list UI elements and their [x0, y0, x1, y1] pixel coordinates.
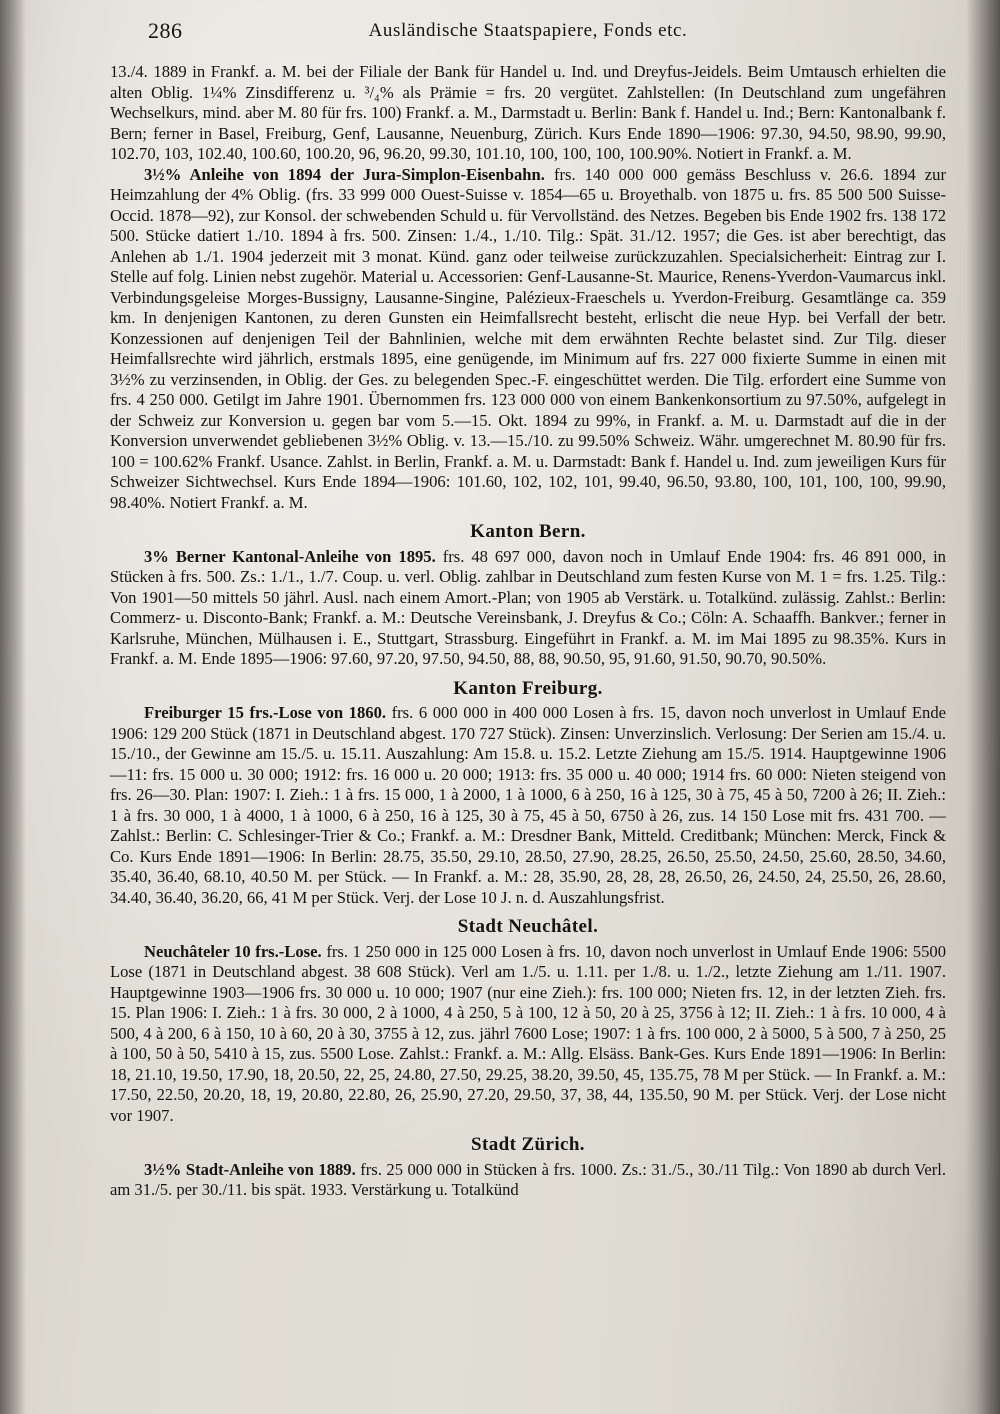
- section-heading-stadt-zuerich: Stadt Zürich.: [471, 1134, 585, 1155]
- entry-jura-simplon: [110, 165, 946, 514]
- entry-lead-neuchateler: Neuchâteler 10 frs.-Lose.: [144, 941, 322, 961]
- entry-lead-berner: 3% Berner Kantonal-Anleihe von 1895.: [144, 546, 436, 566]
- entry-lead-jura-simplon: 3½% Anleihe von 1894 der Jura-Simplon-Eisenbahn.: [144, 164, 545, 184]
- running-head: Ausländische Staatspapiere, Fonds etc.: [368, 20, 688, 41]
- page-sheet: [28, 0, 968, 1414]
- entry-berner-kantonal-anleihe: [110, 547, 946, 670]
- entry-body-berner: frs. 48 697 000, davon noch in Umlauf Ende 1904: frs. 46 891 000, in Stücken à frs. 500. Zs.: 1./1., 1./7. Coup. u. verl. Oblig. zahlbar in Deutschland zum festen Kurse von M. 1 = frs. 1.25. Tilg.: Von 1901—50 mittels 50 jährl. Ausl. nach einem Amort.-Plan; von 1905 ab Verstärk. u. Totalkünd. zulässig. Zahlst.: Berlin: Commerz- u. Disconto-Bank; Frankf. a. M.: Deutsche Vereinsbank, J. Dreyfus & Co.; Cöln: A. Schaaffh. Bankver.; ferner in Karlsruhe, München, Mülhausen i. E., Stuttgart, Strassburg. Eingeführt in Frankf. a. M. im Mai 1895 zu 98.35%. Kurs in Frankf. a. M. Ende 1895—1906: 97.60, 97.20, 97.50, 94.50, 88, 88, 90.50, 95, 91.60, 91.50, 90.70, 90.50%.: [110, 546, 946, 668]
- section-heading-kanton-freiburg: Kanton Freiburg.: [453, 677, 603, 699]
- entry-body-zuerich: frs. 25 000 000 in Stücken à frs. 1000. Zs.: 31./5., 30./11 Tilg.: Von 1890 ab durch Verl. am 31./5. per 30./11. bis spät. 1933. Verstärkung u. Totalkünd: [110, 1159, 946, 1199]
- entry-lead-freiburger: Freiburger 15 frs.-Lose von 1860.: [144, 703, 387, 722]
- entry-neuchateler-lose: [110, 942, 946, 1127]
- entry-freiburger-lose: [110, 703, 946, 908]
- section-heading-kanton-bern: Kanton Bern.: [470, 521, 586, 542]
- page-body: [110, 62, 946, 1201]
- page-header: [110, 18, 946, 48]
- entry-body-neuchateler: frs. 1 250 000 in 125 000 Losen à frs. 10, davon noch unverlost in Umlauf Ende 1906: 5500 Lose (1871 in Deutschland abgest. 38 608 Stück). Verl am 1./5. u. 1.11. per 1./8. u. 1./2., letzte Ziehung am 1./11. 1907. Hauptgewinne 1903—1906 frs. 30 000 u. 10 000; 1907 (nur eine Zieh.): frs. 100 000; Nieten frs. 12, in der letzten Zieh. frs. 15. Plan 1906: I. Zieh.: 1 à frs. 30 000, 2 à 1000, 4 à 250, 5 à 100, 12 à 50, 20 à 25, 3756 à 12; II. Zieh.: 1 à frs. 10 000, 4 à 500, 4 à 200, 6 à 150, 10 à 60, 20 à 30, 3755 à 12, zus. jährl 7600 Lose; 1907: 1 à frs. 100 000, 2 à 5000, 5 à 500, 7 à 250, 25 à 100, 50 à 50, 5410 à 15, zus. 5500 Lose. Zahlst.: Frankf. a. M.: Allg. Elsäss. Bank-Ges. Kurs Ende 1891—1906: In Berlin: 18, 21.10, 19.50, 17.90, 18, 20.50, 22, 25, 24.80, 27.50, 29.25, 38.20, 39.50, 45, 135.75, 78 M per Stück. — In Frankf. a. M.: 17.50, 22.50, 20.20, 18, 19, 20.80, 22.80, 26, 25.90, 27.20, 29.50, 37, 38, 44, 135.50, 90 M. per Stück. Verj. der Lose nicht vor 1907.: [110, 941, 946, 1125]
- entry-lead-zuerich: 3½% Stadt-Anleihe von 1889.: [144, 1159, 356, 1179]
- section-heading-stadt-neuchatel: Stadt Neuchâtel.: [457, 916, 599, 937]
- folio-number: 286: [148, 18, 183, 43]
- entry-body-jura-simplon: frs. 140 000 000 gemäss Beschluss v. 26.6. 1894 zur Heimzahlung der 4% Oblig. (frs. 33 999 000 Ouest-Suisse v. 1854—65 u. Broyethalb. von 1875 u. frs. 85 500 500 Suisse-Occid. 1878—92), zur Konsol. der schwebenden Schuld u. für Vervollständ. des Netzes. Begeben bis Ende 1902 frs. 138 172 500. Stücke datiert 1./10. 1894 à frs. 500. Zinsen: 1./4., 1./10. Tilg.: Spät. 31./12. 1957; die Ges. ist aber berechtigt, das Anlehen ab 1./1. 1904 jederzeit mit 3 monat. Künd. ganz oder teilweise zurückzuzahlen. Specialsicherheit: Eintrag zur I. Stelle auf folg. Linien nebst zugehör. Material u. Accessorien: Genf-Lausanne-St. Maurice, Renens-Yverdon-Vaumarcus inkl. Verbindungsgeleise Morges-Bussigny, Lausanne-Singine, Palézieux-Fraeschels u. Yverdon-Freiburg. Gesamtlänge ca. 359 km. In denjenigen Kantonen, zu deren Gunsten ein Heimfallsrecht besteht, erlischt die neue Hyp. bei Verfall der betr. Konzessionen auf denjenigen Teil der Bahnlinien, welche mit dem erwähnten Rechte belastet sind. Zur Tilg. dieser Heimfallsrechte wird jährlich, erstmals 1895, eine genügende, im Minimum auf frs. 227 000 fixierte Summe in einen mit 3½% zu verzinsenden, in Oblig. der Ges. zu belegenden Spec.-F. eingeschüttet werden. Die Tilg. erfordert eine Summe von frs. 4 250 000. Getilgt im Jahre 1901. Übernommen frs. 123 000 000 von einem Bankenkonsortium zu 97.50%, aufgelegt in der Schweiz zur Konversion u. gegen bar vom 5.—15. Okt. 1894 zu 99%, in Frankf. a. M. u. Darmstadt auf die in der Konversion unverwendet gebliebenen 3½% Oblig. v. 13.—15./10. zu 99.50% Schweiz. Währ. umgerechnet M. 80.90 für frs. 100 = 100.62% Frankf. Usance. Zahlst. in Berlin, Frankf. a. M. u. Darmstadt: Bank f. Handel u. Ind. zum jeweiligen Kurs für Schweizer Sichtwechsel. Kurs Ende 1894—1906: 101.60, 102, 102, 101, 99.40, 96.50, 93.80, 100, 101, 100, 100, 99.90, 98.40%. Notiert Frankf. a. M.: [110, 164, 946, 512]
- entry-body-freiburger: frs. 6 000 000 in 400 000 Losen à frs. 15, davon noch unverlost in Umlauf Ende 1906: 129 200 Stück (1871 in Deutschland abgest. 170 727 Stück). Zinsen: Unverzinslich. Verlosung: Der Serien am 15./4. u. 15./10., der Gewinne am 15./5. u. 15.11. Auszahlung: Am 15.8. u. 15.2. Letzte Ziehung am 15./5. 1914. Hauptgewinne 1906—11: frs. 15 000 u. 30 000; 1912: frs. 16 000 u. 20 000; 1913: frs. 35 000 u. 40 000; 1914 frs. 60 000: Nieten steigend von frs. 26—30. Plan: 1907: I. Zieh.: 1 à frs. 15 000, 1 à 2000, 1 à 1000, 6 à 250, 16 à 125, 30 à 75, 45 à 50, 7200 à 26; II. Zieh.: 1 à frs. 30 000, 1 à 4000, 1 à 1000, 6 à 250, 16 à 125, 30 à 75, 45 à 50, 6750 à 26, zus. 14 150 Lose mit frs. 431 700. — Zahlst.: Berlin: C. Schlesinger-Trier & Co.; Frankf. a. M.: Dresdner Bank, Mitteld. Creditbank; München: Merck, Finck & Co. Kurs Ende 1891—1906: In Berlin: 28.75, 35.50, 29.10, 28.50, 27.90, 28.25, 26.50, 25.50, 24.50, 25.60, 28.50, 34.60, 35.40, 36.40, 68.10, 40.50 M. per Stück. — In Frankf. a. M.: 28, 35.90, 28, 28, 28, 26.50, 26, 24.50, 24, 25.50, 26, 28.60, 34.40, 36.40, 36.20, 66, 41 M per Stück. Verj. der Lose 10 J. n. d. Auszahlungsfrist.: [110, 703, 946, 907]
- paragraph-continuation: 13./4. 1889 in Frankf. a. M. bei der Filiale der Bank für Handel u. Ind. und Dreyfus-Jeidels. Beim Umtausch erhielten die alten Oblig. 1¼% Zinsdifferenz u. ³/₄% als Prämie = frs. 20 vergütet. Zahlstellen: (In Deutschland zum ungefähren Wechselkurs, mind. aber M. 80 für frs. 100) Frankf. a. M., Darmstadt u. Berlin: Bank f. Handel u. Ind.; Bern: Kantonalbank f. Bern; ferner in Basel, Freiburg, Genf, Lausanne, Neuenburg, Zürich. Kurs Ende 1890—1906: 97.30, 94.50, 98.90, 99.90, 102.70, 103, 102.40, 100.60, 100.20, 96, 96.20, 99.30, 101.10, 100, 100, 100, 100.90%. Notiert in Frankf. a. M.: [110, 62, 946, 163]
- entry-zuerich-stadt-anleihe: [110, 1160, 946, 1201]
